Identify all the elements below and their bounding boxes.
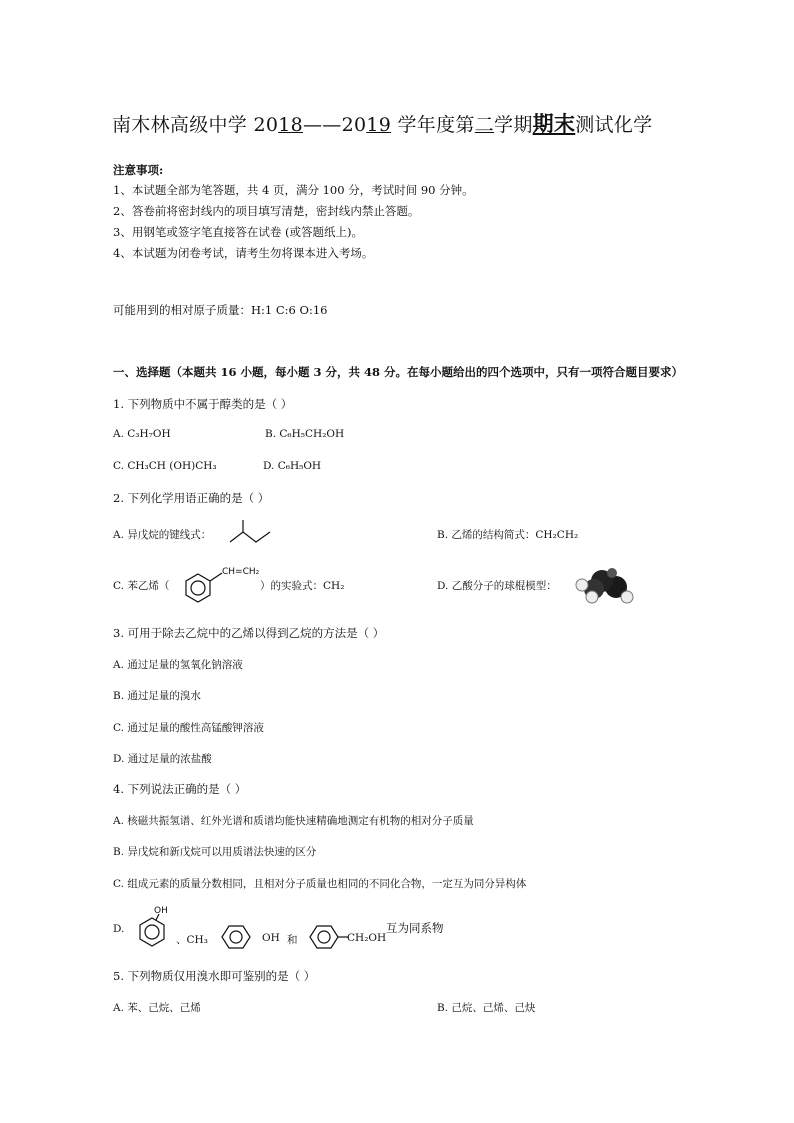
note-item: 1、本试题全部为笔答题，共 4 页，满分 100 分，考试时间 90 分钟。 (113, 183, 474, 197)
q5-option-b: B. 己烷、己烯、己炔 (437, 1002, 536, 1014)
phenol-structure-icon (136, 904, 170, 948)
title-semester: 二 (474, 114, 495, 136)
q4-d-sep1: 、CH₃ (176, 934, 208, 946)
note-item: 2、答卷前将密封线内的项目填写清楚，密封线内禁止答题。 (113, 204, 420, 218)
q3-option-d: D. 通过足量的浓盐酸 (113, 753, 212, 765)
title-part3: 学期 (494, 114, 533, 136)
q4-stem: 4. 下列说法正确的是（ ） (113, 782, 247, 796)
q4-d-tail: 互为同系物 (386, 921, 444, 935)
styrene-label: CH=CH₂ (222, 567, 260, 577)
note-item: 3、用钢笔或签字笔直接答在试卷 (或答题纸上)。 (113, 225, 363, 239)
q2-option-c-post: ）的实验式：CH₂ (260, 580, 345, 592)
q5-option-a: A. 苯、己烷、己烯 (113, 1002, 201, 1014)
q5-stem: 5. 下列物质仅用溴水即可鉴别的是（ ） (113, 969, 316, 983)
title-part2: 学年度第 (391, 114, 475, 136)
acetic-acid-ball-model-icon (572, 567, 634, 603)
q1-option-c: C. CH₃CH (OH)CH₃ (113, 460, 217, 472)
isopentane-skeletal-icon (228, 520, 274, 550)
q3-option-c: C. 通过足量的酸性高锰酸钾溶液 (113, 722, 264, 734)
q2-option-c-pre: C. 苯乙烯（ (113, 580, 170, 592)
q3-option-a: A. 通过足量的氢氧化钠溶液 (113, 659, 243, 671)
p-cresol-oh-label: OH (262, 932, 280, 944)
note-item: 4、本试题为闭卷考试，请考生勿将课本进入考场。 (113, 246, 374, 260)
title-exam: 期末 (532, 111, 576, 136)
q2-option-b: B. 乙烯的结构简式：CH₂CH₂ (437, 529, 579, 541)
title-dash: —— (303, 114, 342, 136)
title-year2a: 20 (341, 114, 367, 136)
q2-stem: 2. 下列化学用语正确的是（ ） (113, 491, 270, 505)
atomic-masses: 可能用到的相对原子质量：H:1 C:6 O:16 (113, 303, 328, 317)
benzyl-alcohol-label: CH₂OH (347, 932, 387, 944)
benzyl-alcohol-structure-icon (302, 922, 350, 952)
page-title (112, 108, 652, 138)
section-heading: 一、选择题（本题共 16 小题，每小题 3 分，共 48 分。在每小题给出的四个选项中，只有一项符合题目要求） (113, 365, 684, 379)
title-part4: 测试化学 (575, 114, 653, 136)
q1-option-b: B. C₆H₅CH₂OH (265, 428, 345, 440)
phenol-oh-label: OH (154, 906, 168, 916)
q4-option-b: B. 异戊烷和新戊烷可以用质谱法快速的区分 (113, 846, 317, 858)
title-year2b: 19 (366, 114, 392, 136)
q3-option-b: B. 通过足量的溴水 (113, 690, 201, 702)
p-cresol-structure-icon (214, 922, 264, 952)
q4-d-and: 和 (287, 934, 298, 946)
title-part1: 南木林高级中学 20 (112, 114, 279, 136)
notes-heading: 注意事项: (113, 163, 164, 177)
q4-option-d-label: D. (113, 923, 125, 935)
q2-option-a: A. 异戊烷的键线式： (113, 529, 212, 541)
q2-option-d: D. 乙酸分子的球棍模型： (437, 580, 557, 592)
title-year1: 18 (278, 114, 303, 136)
q1-option-d: D. C₆H₅OH (263, 460, 322, 472)
q1-stem: 1. 下列物质中不属于醇类的是（ ） (113, 397, 293, 411)
q1-option-a: A. C₃H₇OH (113, 428, 171, 440)
q3-stem: 3. 可用于除去乙烷中的乙烯以得到乙烷的方法是（ ） (113, 626, 385, 640)
styrene-structure-icon (180, 564, 264, 604)
q4-option-a: A. 核磁共振氢谱、红外光谱和质谱均能快速精确地测定有机物的相对分子质量 (113, 815, 474, 827)
q4-option-c: C. 组成元素的质量分数相同，且相对分子质量也相同的不同化合物，一定互为同分异构体 (113, 878, 527, 890)
